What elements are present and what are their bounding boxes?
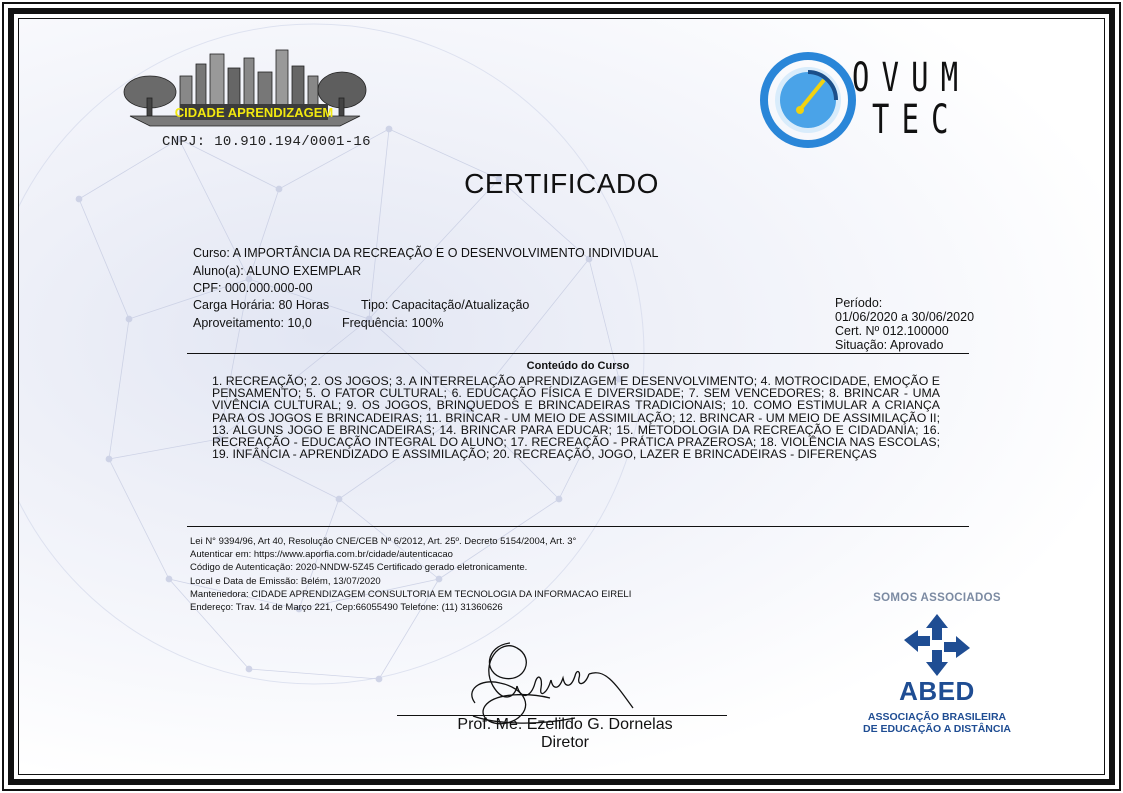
ovum-tec-emblem xyxy=(758,50,858,150)
legal-code: Código de Autenticação: 2020-NNDW-5Z45 Certificado gerado eletronicamente. xyxy=(190,562,528,573)
period-label: Período: xyxy=(835,296,883,310)
student-name: Aluno(a): ALUNO EXEMPLAR xyxy=(193,264,362,278)
certificate-number: Cert. Nº 012.100000 xyxy=(835,324,949,338)
divider-top xyxy=(187,353,969,354)
student-cpf: CPF: 000.000.000-00 xyxy=(193,281,313,295)
status: Situação: Aprovado xyxy=(835,338,944,352)
associated-label: SOMOS ASSOCIADOS xyxy=(873,592,1001,604)
abed-name: ABED xyxy=(899,676,975,706)
course-name: Curso: A IMPORTÂNCIA DA RECREAÇÃO E O DESENVOLVIMENTO INDIVIDUAL xyxy=(193,246,659,260)
legal-law: Lei N° 9394/96, Art 40, Resolução CNE/CEB Nº 6/2012, Art. 25º. Decreto 5154/2004, Art. 3° xyxy=(190,536,577,547)
content-title: Conteúdo do Curso xyxy=(526,360,630,372)
course-type: Tipo: Capacitação/Atualização xyxy=(361,298,530,312)
abed-subtitle-1: ASSOCIAÇÃO BRASILEIRA xyxy=(867,711,1007,723)
abed-logo-icon xyxy=(898,610,976,680)
period-value: 01/06/2020 a 30/06/2020 xyxy=(835,310,975,324)
legal-authenticate: Autenticar em: https://www.aporfia.com.br/cidade/autenticacao xyxy=(190,549,453,560)
divider-bottom xyxy=(187,526,969,527)
abed-subtitle-2: DE EDUCAÇÃO A DISTÂNCIA xyxy=(863,723,1011,735)
legal-address: Endereço: Trav. 14 de Março 221, Cep:66055490 Telefone: (11) 31360626 xyxy=(190,602,503,613)
legal-location-date: Local e Data de Emissão: Belém, 13/07/2020 xyxy=(190,576,381,587)
certificate-title: CERTIFICADO xyxy=(464,168,659,199)
workload: Carga Horária: 80 Horas xyxy=(193,298,330,312)
tec-logo-text: TEC xyxy=(872,97,961,143)
cnpj-text: CNPJ: 10.910.194/0001-16 xyxy=(162,134,371,150)
score: Aproveitamento: 10,0 xyxy=(193,316,312,330)
content-body: 1. RECREAÇÃO; 2. OS JOGOS; 3. A INTERRELAÇÃO APRENDIZAGEM E DESENVOLVIMENTO; 4. MOTROCIDADE, EMOÇÃO E PENSAMENTO; 5. O FATOR CULTURAL; 6. EDUCAÇÃO FÍSICA E DIVERSIDADE; 7. SEM VENCEDORES; 8. BRINCAR - UMA VIVÊNCIA CULTURAL; 9. OS JOGOS, BRINQUEDOS E BRINCADEIRAS TRADICIONAIS; 10. COMO ESTIMULAR A CRIANÇA PARA OS JOGOS E BRINCADEIRAS; 11. BRINCAR - UM MEIO DE ASSIMILAÇÃO; 12. BRINCAR - UM MEIO DE ASSIMILAÇÃO II; 13. ALGUNS JOGO E BRINCADEIRAS; 14. BRINCAR PARA EDUCAR; 15. METODOLOGIA DA RECREAÇÃO E CIDADANIA; 16. RECREAÇÃO - EDUCAÇÃO INTEGRAL DO ALUNO; 17. RECREAÇÃO - PRÁTICA PRAZEROSA; 18. VIOLÊNCIA NAS ESCOLAS; 19. INFÂNCIA - APRENDIZADO E ASSIMILAÇÃO; 20. RECREAÇÃO, JOGO, LAZER E BRINCADEIRAS - DIFERENÇAS xyxy=(212,374,940,462)
signer-role: Diretor xyxy=(540,734,589,751)
attendance: Frequência: 100% xyxy=(342,316,444,330)
logo-text: CIDADE APRENDIZAGEM xyxy=(174,105,334,120)
legal-maintainer: Mantenedora: CIDADE APRENDIZAGEM CONSULTORIA EM TECNOLOGIA DA INFORMACAO EIRELI xyxy=(190,589,632,600)
signer-name: Prof. Me. Ezelildo G. Dornelas xyxy=(457,716,673,733)
cidade-aprendizagem-logo xyxy=(110,46,380,146)
ovum-logo-text: OVUM xyxy=(852,55,971,101)
